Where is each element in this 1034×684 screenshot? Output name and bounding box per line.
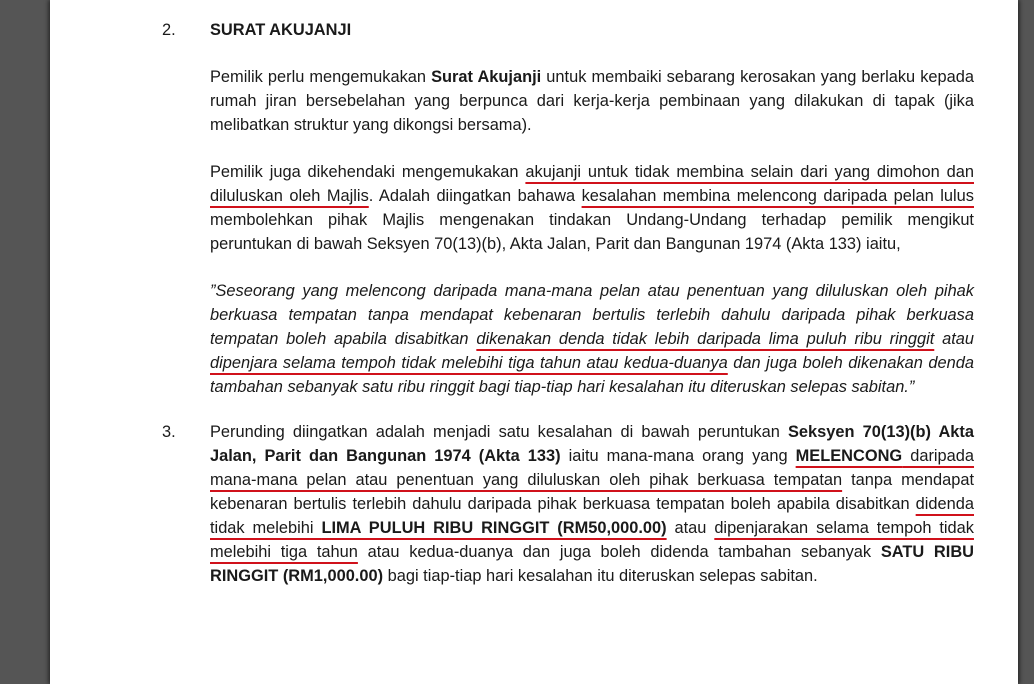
highlight-underline: kesalahan membina melencong daripada pelan lulus: [581, 187, 974, 205]
highlight-underline: dipenjara selama tempoh tidak melebihi tiga tahun atau kedua-duanya: [210, 354, 728, 372]
highlight-underline: dikenakan denda tidak lebih daripada lima puluh ribu ringgit: [476, 330, 935, 348]
section-2-paragraph-2: Pemilik juga dikehendaki mengemukakan akujanji untuk tidak membina selain dari yang dimohon dan diluluskan oleh Majlis. Adalah diingatkan bahawa kesalahan membina melencong daripada pelan lulus membolehkan pihak Majlis mengenakan tindakan Undang-Undang terhadap pemilik mengikut peruntukan di bawah Seksyen 70(13)(b), Akta Jalan, Parit dan Bangunan 1974 (Akta 133) iaitu,: [210, 163, 974, 253]
highlight-underline: dipenjarakan selama tempoh tidak melebihi tiga tahun: [210, 519, 974, 561]
highlight-underline: akujanji untuk tidak membina selain dari yang dimohon dan diluluskan oleh Majlis: [210, 163, 974, 205]
section-2-heading: SURAT AKUJANJI: [210, 21, 352, 39]
document-page: [50, 0, 1018, 684]
section-3-paragraph: Perunding diingatkan adalah menjadi satu kesalahan di bawah peruntukan Seksyen 70(13)(b) Akta Jalan, Parit dan Bangunan 1974 (Akta 133) iaitu mana-mana orang yang MELENCONG daripada mana-mana pelan atau penentuan yang diluluskan oleh pihak berkuasa tempatan tanpa mendapat kebenaran bertulis terlebih dahulu daripada pihak berkuasa tempatan boleh apabila disabitkan didenda tidak melebihi LIMA PULUH RIBU RINGGIT (RM50,000.00) atau dipenjarakan selama tempoh tidak melebihi tiga tahun atau kedua-duanya dan juga boleh didenda tambahan sebanyak SATU RIBU RINGGIT (RM1,000.00) bagi tiap-tiap hari kesalahan itu diteruskan selepas sabitan.: [210, 423, 975, 585]
section-3: [162, 420, 974, 588]
highlight-underline: MELENCONG daripada mana-mana pelan atau penentuan yang diluluskan oleh pihak berkuasa tempatan: [210, 447, 975, 489]
section-2-paragraph-1: Pemilik perlu mengemukakan Surat Akujanji untuk membaiki sebarang kerosakan yang berlaku kepada rumah jiran bersebelahan yang berpunca dari kerja-kerja pembinaan yang dilakukan di tapak (jika melibatkan struktur yang dikongsi bersama).: [210, 68, 974, 134]
section-3-number: 3.: [162, 423, 176, 441]
document-body: [162, 0, 974, 588]
section-2: [162, 0, 974, 399]
highlight-underline: didenda tidak melebihi LIMA PULUH RIBU RINGGIT (RM50,000.00): [210, 495, 974, 537]
section-2-number: 2.: [162, 21, 176, 39]
section-2-quote: ”Seseorang yang melencong daripada mana-mana pelan atau penentuan yang diluluskan oleh pihak berkuasa tempatan tanpa mendapat kebenaran bertulis terlebih dahulu daripada pihak berkuasa tempatan boleh apabila disabitkan dikenakan denda tidak lebih daripada lima puluh ribu ringgit atau dipenjara selama tempoh tidak melebihi tiga tahun atau kedua-duanya dan juga boleh dikenakan denda tambahan sebanyak satu ribu ringgit bagi tiap-tiap hari kesalahan itu diteruskan selepas sabitan.”: [210, 282, 974, 396]
